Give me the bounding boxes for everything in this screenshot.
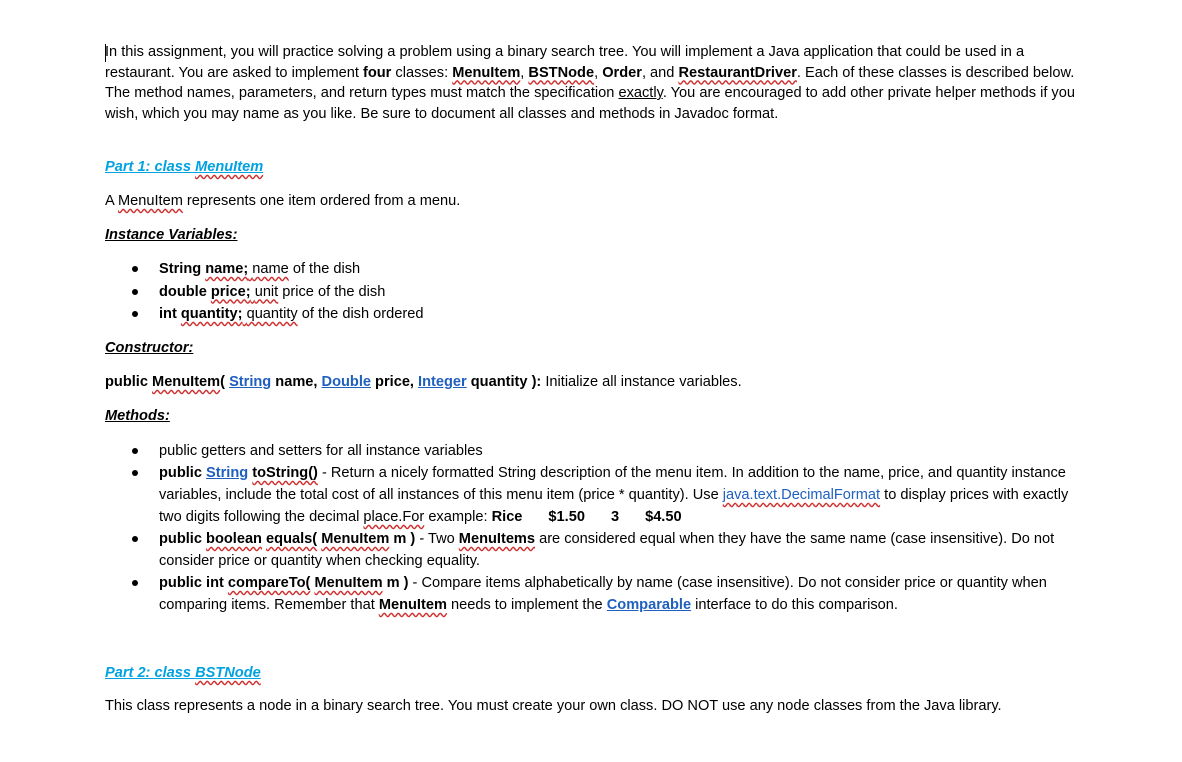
bullet-icon <box>132 470 138 476</box>
type-link[interactable]: Integer <box>418 374 467 390</box>
part1-description: A MenuItem represents one item ordered from a menu. <box>105 193 461 209</box>
list-item: public String toString() - Return a nicely formatted String description of the menu item. In addition to the name, price, and quantity instance variables, include the total cost of all instances of this menu item (price * quantity). Use java.text.DecimalFormat to display prices with exactly two digits following the decimal place.For example: Rice $1.50 3 $4.50 <box>105 462 1085 528</box>
interface-link[interactable]: Comparable <box>606 597 692 613</box>
api-link[interactable]: java.text.DecimalFormat <box>722 487 881 503</box>
class-name: Order <box>602 64 642 81</box>
bullet-icon <box>132 580 138 586</box>
bullet-icon <box>132 289 138 295</box>
list-item: public getters and setters for all instance variables <box>105 440 1085 462</box>
list-item: public boolean equals( MenuItem m ) - Two MenuItems are considered equal when they have the same name (case insensitive). Do not consider price or quantity when checking equality. <box>105 528 1085 572</box>
constructor-heading: Constructor: <box>105 340 194 356</box>
intro-paragraph: In this assignment, you will practice solving a problem using a binary search tree. You will implement a Java application that could be used in a restaurant. You are asked to implement four classes: MenuItem, BSTNode, Order, and RestaurantDriver. Each of these classes is described below. The method names, parameters, and return types must match the specification exactly. You are encouraged to add other private helper methods if you wish, which you may name as you like. Be sure to document all classes and methods in Javadoc format. <box>105 44 1075 122</box>
bullet-icon <box>132 448 138 454</box>
class-name: RestaurantDriver <box>678 64 797 81</box>
type-link[interactable]: String <box>206 465 249 481</box>
type-link[interactable]: String <box>229 374 272 390</box>
type-link[interactable]: Double <box>321 374 371 390</box>
class-name: MenuItem <box>452 64 521 81</box>
methods-heading: Methods: <box>105 408 170 424</box>
bullet-icon <box>132 536 138 542</box>
bullet-icon <box>132 266 138 272</box>
part2-heading: Part 2: class BSTNode <box>105 665 261 681</box>
methods-list <box>105 440 1085 616</box>
part2-description: This class represents a node in a binary search tree. You must create your own class. DO NOT use any node classes from the Java library. <box>105 698 1002 714</box>
constructor-signature: public MenuItem( String name, Double price, Integer quantity ): Initialize all instance variables. <box>105 374 742 390</box>
instance-variables-list <box>105 258 1095 325</box>
list-item: public int compareTo( MenuItem m ) - Compare items alphabetically by name (case insensitive). Do not consider price or quantity when comparing items. Remember that MenuItem needs to implement the Comparable interface to do this comparison. <box>105 572 1085 616</box>
list-item: double price; unit price of the dish <box>105 281 1095 303</box>
bullet-icon <box>132 311 138 317</box>
list-item: int quantity; quantity of the dish ordered <box>105 303 1095 325</box>
list-item: String name; name of the dish <box>105 258 1095 280</box>
part1-heading: Part 1: class MenuItem <box>105 159 264 175</box>
instance-variables-heading: Instance Variables: <box>105 227 238 243</box>
class-name: BSTNode <box>528 64 595 81</box>
